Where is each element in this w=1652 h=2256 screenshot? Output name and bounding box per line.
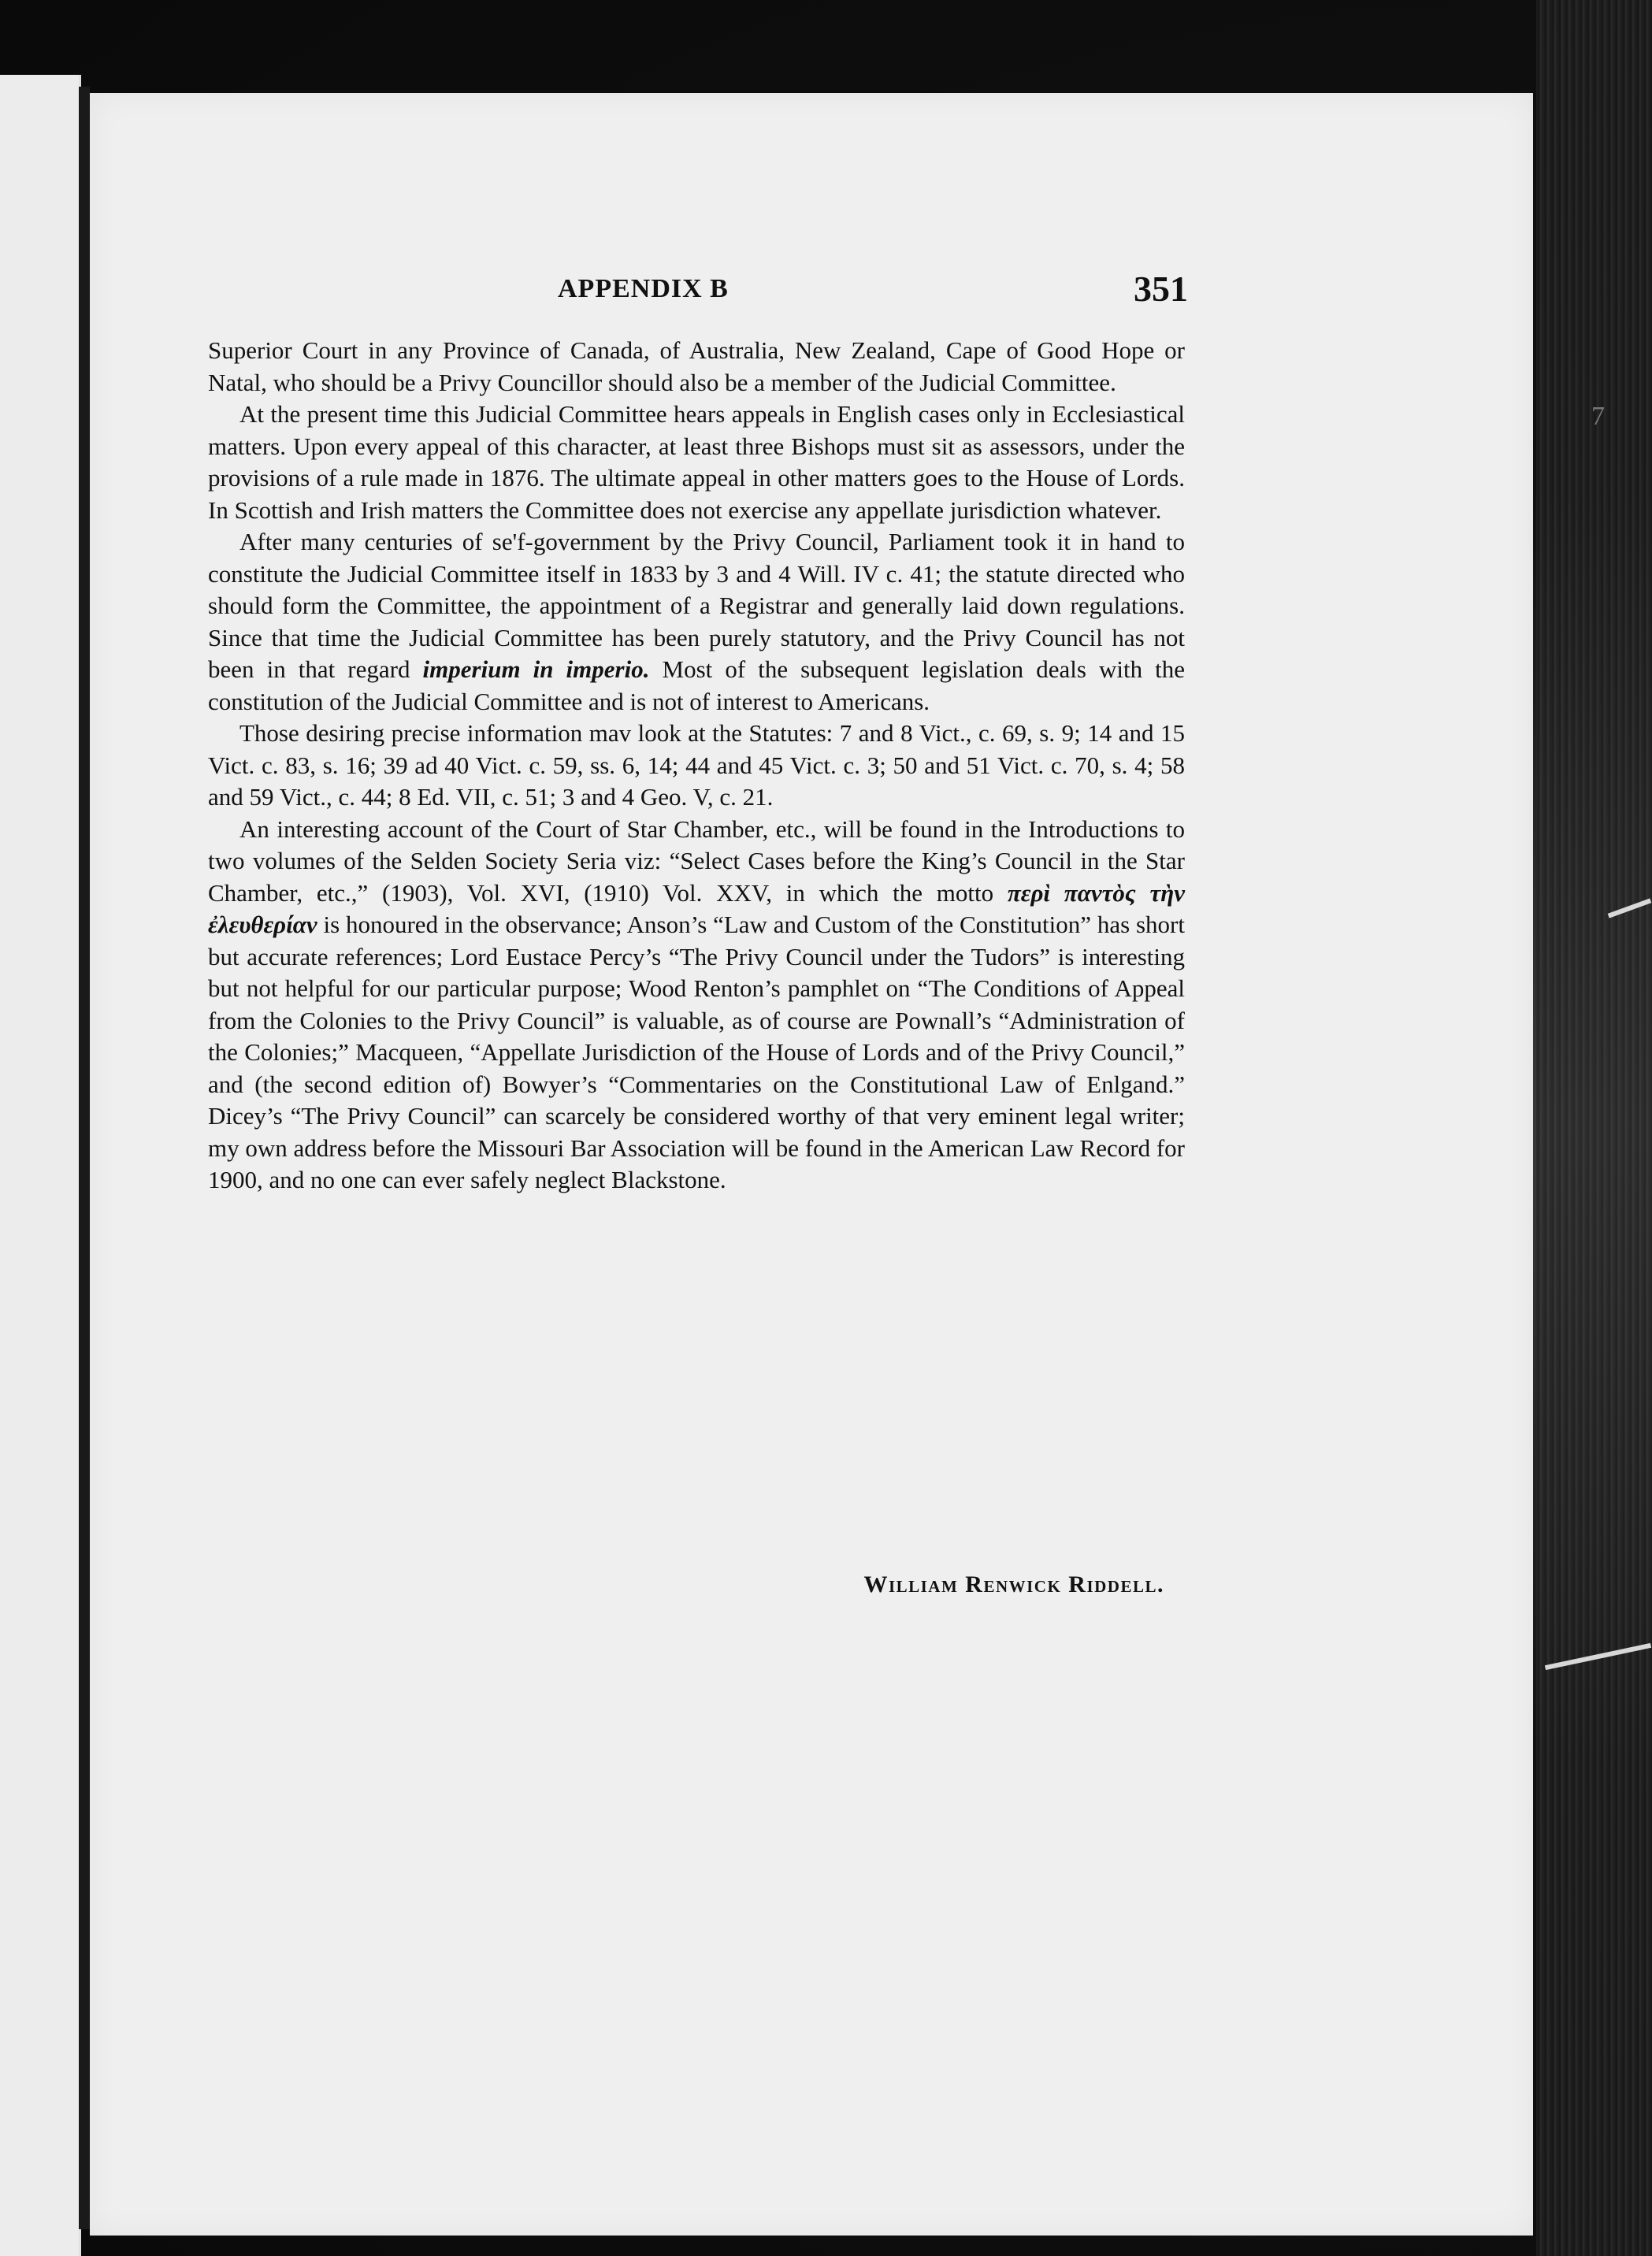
- paragraph: At the present time this Judicial Committee hears appeals in English cases only in Ecclesiastical matters. Upon every appeal of this character, at least three Bishops must sit as assessors, under the provisions of a rule made in 1876. The ultimate appeal in other matters goes to the House of Lords. In Scottish and Irish matters the Committee does not exercise any appellate jurisdiction whatever.: [208, 400, 1185, 524]
- paragraph-text: After many centuries of se'f-government by the Privy Council, Parliament took it in hand to constitute the Judicial Committee itself in 1833 by 3 and 4 Will. IV c. 41; the statute directed who should form the Committee, the appointment of a Registrar and generally laid down regulations. Since that time the Judicial Committee has been purely statutory, and the Privy Council has not been in that regard: [208, 528, 1185, 683]
- running-head: APPENDIX B: [558, 274, 729, 303]
- paragraph-text: is honoured in the observance; Anson’s “Law and Custom of the Constitution” has short but accurate references; Lord Eustace Percy’s “The Privy Council under the Tudors” is interesting but not helpful for our particular purpose; Wood Renton’s pamphlet on “The Conditions of Appeal from the Colonies to the Privy Council” is valuable, as of course are Pownall’s “Administration of the Colonies;” Macqueen, “Appellate Jurisdiction of the House of Lords and of the Privy Council,” and (the second edition of) Bowyer’s “Commentaries on the Constitutional Law of Enlgand.” Dicey’s “The Privy Council” can scarcely be considered worthy of that very eminent legal writer; my own address before the Missouri Bar Association will be found in the American Law Record for 1900, and no one can ever safely neglect Blackstone.: [208, 911, 1185, 1193]
- paragraph: [208, 526, 1185, 718]
- book-gutter: [79, 87, 90, 2229]
- scan-background-edge: [1536, 0, 1652, 2256]
- paragraph-text: An interesting account of the Court of Star Chamber, etc., will be found in the Introductions to two volumes of the Selden Society Seria viz: “Select Cases before the King’s Council in the Star Chamber, etc.,” (1903), Vol. XVI, (1910) Vol. XXV, in which the motto: [208, 814, 1185, 907]
- margin-mark: 7: [1591, 402, 1605, 431]
- italic-phrase: imperium in imperio.: [422, 655, 650, 683]
- paragraph: [208, 814, 1185, 1197]
- greek-motto: περὶ παντὸς τὴν ἐλευθερίαν: [208, 878, 1185, 938]
- paragraph-continued: Superior Court in any Province of Canada, of Australia, New Zealand, Cape of Good Hope or Natal, who should be a Privy Councillor should also be a member of the Judicial Committee.: [208, 336, 1185, 396]
- facing-page-edge: [0, 75, 81, 2256]
- page-number: 351: [1134, 269, 1188, 309]
- paragraph-text: Most of the subsequent legislation deals with the constitution of the Judicial Committee and is not of interest to Americans.: [208, 655, 1186, 715]
- body-text: [208, 335, 1185, 1197]
- paragraph: Those desiring precise information mav look at the Statutes: 7 and 8 Vict., c. 69, s. 9; 14 and 15 Vict. c. 83, s. 16; 39 ad 40 Vict. c. 59, ss. 6, 14; 44 and 45 Vict. c. 3; 50 and 51 Vict. c. 70, s. 4; 58 and 59 Vict., c. 44; 8 Ed. VII, c. 51; 3 and 4 Geo. V, c. 21.: [208, 719, 1185, 811]
- author-signature: William Renwick Riddell.: [863, 1571, 1164, 1597]
- page-header: [558, 258, 1188, 321]
